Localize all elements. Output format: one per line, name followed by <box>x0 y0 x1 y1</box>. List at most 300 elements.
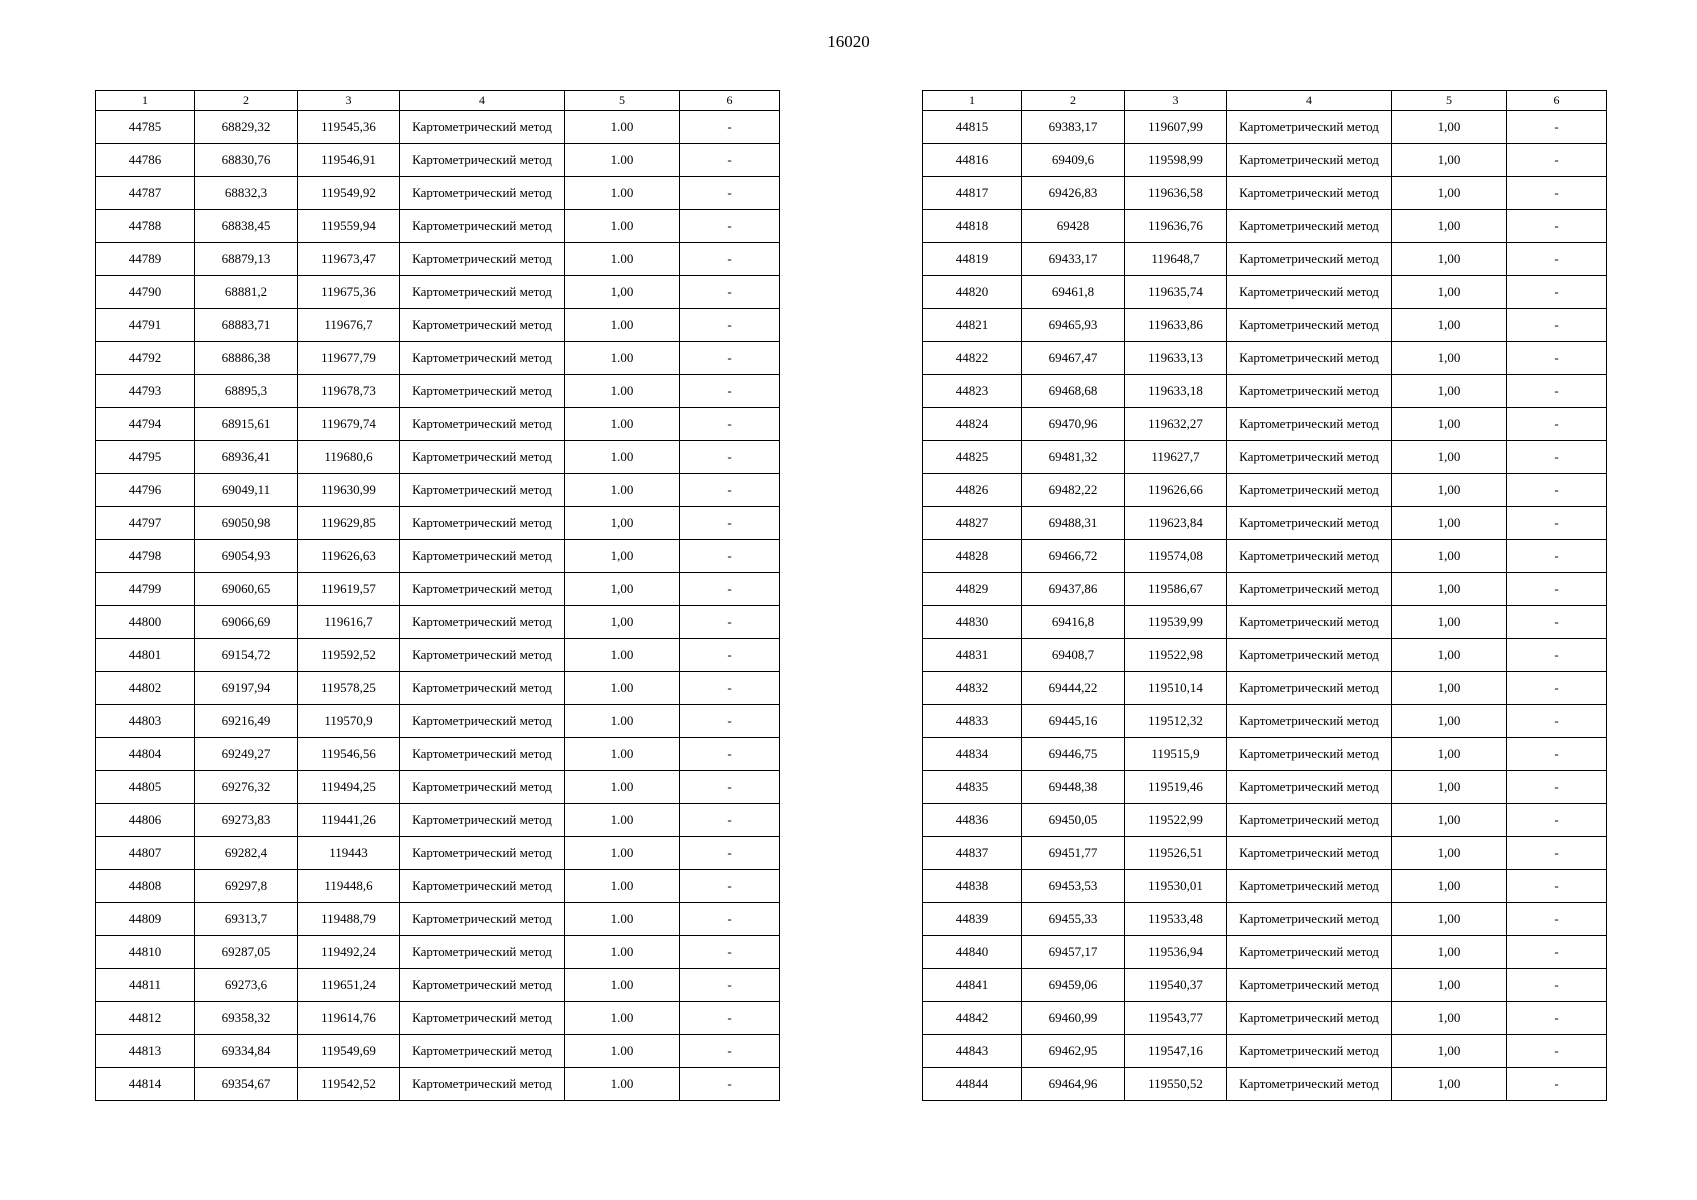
table-cell: 69197,94 <box>195 672 298 705</box>
table-cell: 44788 <box>96 210 195 243</box>
table-cell: 119448,6 <box>298 870 400 903</box>
table-cell: Картометрический метод <box>1227 1068 1392 1101</box>
table-cell: 1.00 <box>565 903 680 936</box>
table-cell: 1,00 <box>1392 441 1507 474</box>
table-cell: 1.00 <box>565 837 680 870</box>
table-row <box>96 771 780 804</box>
table-row <box>923 540 1607 573</box>
table-cell: 68830,76 <box>195 144 298 177</box>
table-cell: Картометрический метод <box>1227 1002 1392 1035</box>
table-cell: Картометрический метод <box>1227 672 1392 705</box>
table-cell: 119636,76 <box>1125 210 1227 243</box>
table-cell: 69049,11 <box>195 474 298 507</box>
table-cell: 44787 <box>96 177 195 210</box>
table-cell: - <box>1507 507 1607 540</box>
table-cell: 69465,93 <box>1022 309 1125 342</box>
table-cell: 119515,9 <box>1125 738 1227 771</box>
table-cell: Картометрический метод <box>1227 309 1392 342</box>
table-cell: 69060,65 <box>195 573 298 606</box>
table-cell: 44820 <box>923 276 1022 309</box>
table-cell: Картометрический метод <box>400 837 565 870</box>
table-cell: Картометрический метод <box>400 672 565 705</box>
table-cell: 69466,72 <box>1022 540 1125 573</box>
table-cell: 44821 <box>923 309 1022 342</box>
table-cell: 119629,85 <box>298 507 400 540</box>
column-header: 6 <box>680 91 780 111</box>
table-cell: 1,00 <box>1392 1068 1507 1101</box>
column-header: 3 <box>1125 91 1227 111</box>
table-cell: - <box>1507 573 1607 606</box>
table-cell: Картометрический метод <box>400 540 565 573</box>
table-cell: 119635,74 <box>1125 276 1227 309</box>
table-cell: 69459,06 <box>1022 969 1125 1002</box>
table-cell: Картометрический метод <box>400 573 565 606</box>
table-cell: 1,00 <box>1392 639 1507 672</box>
table-cell: - <box>680 1002 780 1035</box>
table-cell: 44803 <box>96 705 195 738</box>
table-cell: 44797 <box>96 507 195 540</box>
table-row <box>923 474 1607 507</box>
table-cell: 119627,7 <box>1125 441 1227 474</box>
table-cell: 1,00 <box>565 573 680 606</box>
table-cell: 1.00 <box>565 1068 680 1101</box>
table-cell: - <box>1507 672 1607 705</box>
table-cell: - <box>1507 342 1607 375</box>
table-cell: 119559,94 <box>298 210 400 243</box>
table-row <box>923 1068 1607 1101</box>
table-cell: - <box>680 903 780 936</box>
table-cell: 119633,18 <box>1125 375 1227 408</box>
table-cell: - <box>1507 1068 1607 1101</box>
table-cell: 44795 <box>96 441 195 474</box>
table-cell: 119630,99 <box>298 474 400 507</box>
table-cell: - <box>680 276 780 309</box>
table-cell: 119512,32 <box>1125 705 1227 738</box>
table-cell: Картометрический метод <box>1227 936 1392 969</box>
table-cell: - <box>680 507 780 540</box>
table-cell: 44835 <box>923 771 1022 804</box>
table-cell: 44802 <box>96 672 195 705</box>
table-cell: - <box>680 771 780 804</box>
table-cell: - <box>1507 606 1607 639</box>
table-cell: Картометрический метод <box>1227 111 1392 144</box>
table-cell: - <box>680 606 780 639</box>
table-cell: 1,00 <box>1392 375 1507 408</box>
table-cell: Картометрический метод <box>400 936 565 969</box>
table-cell: 1.00 <box>565 441 680 474</box>
table-cell: 69249,27 <box>195 738 298 771</box>
column-header: 2 <box>1022 91 1125 111</box>
table-row <box>96 672 780 705</box>
table-cell: 69453,53 <box>1022 870 1125 903</box>
table-cell: 119678,73 <box>298 375 400 408</box>
table-row <box>923 309 1607 342</box>
table-cell: 119545,36 <box>298 111 400 144</box>
table-cell: 44785 <box>96 111 195 144</box>
table-cell: 69468,68 <box>1022 375 1125 408</box>
table-cell: Картометрический метод <box>1227 870 1392 903</box>
table-cell: 68895,3 <box>195 375 298 408</box>
table-cell: Картометрический метод <box>400 309 565 342</box>
table-cell: 1.00 <box>565 771 680 804</box>
table-row <box>923 771 1607 804</box>
table-cell: 69216,49 <box>195 705 298 738</box>
table-cell: 44810 <box>96 936 195 969</box>
table-cell: 1,00 <box>1392 342 1507 375</box>
table-row <box>96 540 780 573</box>
table-cell: Картометрический метод <box>400 705 565 738</box>
table-cell: 44814 <box>96 1068 195 1101</box>
table-row <box>96 1035 780 1068</box>
table-cell: 44786 <box>96 144 195 177</box>
table-cell: Картометрический метод <box>1227 474 1392 507</box>
table-cell: - <box>680 441 780 474</box>
table-cell: 119680,6 <box>298 441 400 474</box>
table-cell: - <box>1507 1035 1607 1068</box>
table-cell: 1,00 <box>1392 276 1507 309</box>
table-cell: 1.00 <box>565 309 680 342</box>
table-cell: 69457,17 <box>1022 936 1125 969</box>
table-cell: 119651,24 <box>298 969 400 1002</box>
table-cell: - <box>1507 540 1607 573</box>
table-cell: - <box>1507 936 1607 969</box>
table-header-row <box>96 91 780 111</box>
table-cell: 1.00 <box>565 639 680 672</box>
table-cell: - <box>1507 276 1607 309</box>
table-cell: 1,00 <box>1392 507 1507 540</box>
column-header: 5 <box>1392 91 1507 111</box>
table-cell: - <box>680 309 780 342</box>
table-cell: Картометрический метод <box>400 903 565 936</box>
table-row <box>923 441 1607 474</box>
table-cell: Картометрический метод <box>1227 177 1392 210</box>
table-row <box>923 408 1607 441</box>
table-cell: - <box>680 837 780 870</box>
table-cell: 44793 <box>96 375 195 408</box>
table-cell: 69467,47 <box>1022 342 1125 375</box>
table-cell: - <box>1507 177 1607 210</box>
table-cell: 44819 <box>923 243 1022 276</box>
table-cell: - <box>1507 243 1607 276</box>
table-cell: 44798 <box>96 540 195 573</box>
table-cell: - <box>1507 309 1607 342</box>
table-cell: 1.00 <box>565 1035 680 1068</box>
table-cell: 119623,84 <box>1125 507 1227 540</box>
table-cell: Картометрический метод <box>1227 705 1392 738</box>
table-cell: 44844 <box>923 1068 1022 1101</box>
table-row <box>96 177 780 210</box>
table-cell: 69437,86 <box>1022 573 1125 606</box>
table-cell: 44804 <box>96 738 195 771</box>
table-cell: 119522,99 <box>1125 804 1227 837</box>
table-cell: 119536,94 <box>1125 936 1227 969</box>
table-cell: 68829,32 <box>195 111 298 144</box>
table-cell: 44836 <box>923 804 1022 837</box>
table-cell: 44822 <box>923 342 1022 375</box>
table-cell: 119632,27 <box>1125 408 1227 441</box>
table-cell: 119526,51 <box>1125 837 1227 870</box>
table-cell: - <box>680 1068 780 1101</box>
table-row <box>96 639 780 672</box>
table-cell: - <box>680 738 780 771</box>
table-row <box>96 573 780 606</box>
table-row <box>923 177 1607 210</box>
table-cell: 69444,22 <box>1022 672 1125 705</box>
table-cell: Картометрический метод <box>1227 276 1392 309</box>
table-row <box>923 144 1607 177</box>
table-cell: 119570,9 <box>298 705 400 738</box>
table-cell: 69464,96 <box>1022 1068 1125 1101</box>
table-cell: - <box>1507 210 1607 243</box>
table-cell: 69461,8 <box>1022 276 1125 309</box>
table-cell: 119626,66 <box>1125 474 1227 507</box>
table-cell: 119443 <box>298 837 400 870</box>
table-cell: 69313,7 <box>195 903 298 936</box>
table-cell: 69383,17 <box>1022 111 1125 144</box>
table-cell: 1,00 <box>1392 606 1507 639</box>
table-cell: 119550,52 <box>1125 1068 1227 1101</box>
column-header: 1 <box>923 91 1022 111</box>
table-cell: 1.00 <box>565 474 680 507</box>
table-cell: Картометрический метод <box>1227 903 1392 936</box>
table-cell: 69455,33 <box>1022 903 1125 936</box>
table-cell: 44789 <box>96 243 195 276</box>
table-cell: 1.00 <box>565 111 680 144</box>
table-row <box>96 474 780 507</box>
table-cell: 69488,31 <box>1022 507 1125 540</box>
table-cell: 1,00 <box>565 606 680 639</box>
table-cell: Картометрический метод <box>400 408 565 441</box>
table-cell: 119677,79 <box>298 342 400 375</box>
table-cell: - <box>1507 837 1607 870</box>
table-cell: 1,00 <box>1392 903 1507 936</box>
table-cell: - <box>1507 771 1607 804</box>
table-cell: 68936,41 <box>195 441 298 474</box>
table-cell: 69482,22 <box>1022 474 1125 507</box>
table-cell: 119441,26 <box>298 804 400 837</box>
table-cell: 119542,52 <box>298 1068 400 1101</box>
table-cell: - <box>1507 738 1607 771</box>
table-cell: Картометрический метод <box>1227 969 1392 1002</box>
table-cell: - <box>1507 804 1607 837</box>
table-cell: Картометрический метод <box>400 1035 565 1068</box>
table-cell: Картометрический метод <box>1227 1035 1392 1068</box>
table-cell: 44823 <box>923 375 1022 408</box>
table-cell: 119549,92 <box>298 177 400 210</box>
table-cell: 69409,6 <box>1022 144 1125 177</box>
table-cell: - <box>680 474 780 507</box>
table-cell: - <box>1507 639 1607 672</box>
table-cell: 68832,3 <box>195 177 298 210</box>
table-cell: Картометрический метод <box>1227 771 1392 804</box>
table-cell: 69050,98 <box>195 507 298 540</box>
table-cell: 69287,05 <box>195 936 298 969</box>
table-cell: 69481,32 <box>1022 441 1125 474</box>
table-cell: - <box>680 375 780 408</box>
table-cell: 68838,45 <box>195 210 298 243</box>
table-cell: 1.00 <box>565 969 680 1002</box>
table-cell: 1,00 <box>1392 243 1507 276</box>
table-cell: - <box>1507 705 1607 738</box>
table-cell: 69428 <box>1022 210 1125 243</box>
table-cell: 44800 <box>96 606 195 639</box>
table-cell: 119626,63 <box>298 540 400 573</box>
table-cell: 119619,57 <box>298 573 400 606</box>
table-cell: 119522,98 <box>1125 639 1227 672</box>
table-row <box>923 375 1607 408</box>
table-cell: 68886,38 <box>195 342 298 375</box>
table-cell: - <box>1507 111 1607 144</box>
table-row <box>96 936 780 969</box>
table-row <box>96 1068 780 1101</box>
table-cell: 44812 <box>96 1002 195 1035</box>
table-cell: 69450,05 <box>1022 804 1125 837</box>
table-row <box>923 672 1607 705</box>
table-cell: Картометрический метод <box>1227 408 1392 441</box>
table-cell: 1.00 <box>565 342 680 375</box>
table-cell: 69297,8 <box>195 870 298 903</box>
table-cell: - <box>680 672 780 705</box>
table-cell: - <box>680 540 780 573</box>
table-cell: Картометрический метод <box>1227 441 1392 474</box>
table-cell: 44842 <box>923 1002 1022 1035</box>
table-cell: 69273,83 <box>195 804 298 837</box>
table-row <box>923 573 1607 606</box>
table-row <box>923 210 1607 243</box>
table-cell: 68883,71 <box>195 309 298 342</box>
table-row <box>923 969 1607 1002</box>
table-cell: 44794 <box>96 408 195 441</box>
table-row <box>923 837 1607 870</box>
table-cell: 1.00 <box>565 870 680 903</box>
table-row <box>923 276 1607 309</box>
table-cell: 1,00 <box>565 276 680 309</box>
table-cell: 1,00 <box>1392 804 1507 837</box>
table-cell: 1,00 <box>1392 771 1507 804</box>
table-cell: 69276,32 <box>195 771 298 804</box>
column-header: 4 <box>400 91 565 111</box>
column-header: 1 <box>96 91 195 111</box>
table-cell: - <box>1507 408 1607 441</box>
table-cell: 44839 <box>923 903 1022 936</box>
table-cell: Картометрический метод <box>1227 837 1392 870</box>
table-cell: 44825 <box>923 441 1022 474</box>
table-cell: 68915,61 <box>195 408 298 441</box>
table-cell: 119543,77 <box>1125 1002 1227 1035</box>
table-row <box>923 243 1607 276</box>
table-cell: 1,00 <box>1392 474 1507 507</box>
table-row <box>923 1002 1607 1035</box>
table-cell: 69426,83 <box>1022 177 1125 210</box>
column-header: 3 <box>298 91 400 111</box>
table-row <box>96 342 780 375</box>
table-cell: 1.00 <box>565 375 680 408</box>
table-row <box>923 507 1607 540</box>
table-row <box>923 1035 1607 1068</box>
table-cell: 44796 <box>96 474 195 507</box>
table-cell: Картометрический метод <box>1227 375 1392 408</box>
coordinates-table-right <box>922 90 1607 1101</box>
table-cell: 1,00 <box>1392 1002 1507 1035</box>
table-cell: 44811 <box>96 969 195 1002</box>
table-row <box>923 870 1607 903</box>
table-cell: 1.00 <box>565 672 680 705</box>
table-cell: 44827 <box>923 507 1022 540</box>
table-cell: 44808 <box>96 870 195 903</box>
table-cell: Картометрический метод <box>400 1068 565 1101</box>
table-cell: - <box>1507 1002 1607 1035</box>
table-cell: 44790 <box>96 276 195 309</box>
table-cell: Картометрический метод <box>1227 144 1392 177</box>
table-cell: 69358,32 <box>195 1002 298 1035</box>
table-cell: 44818 <box>923 210 1022 243</box>
table-cell: 69273,6 <box>195 969 298 1002</box>
table-cell: Картометрический метод <box>400 870 565 903</box>
table-cell: 44830 <box>923 606 1022 639</box>
column-header: 2 <box>195 91 298 111</box>
table-cell: 1.00 <box>565 1002 680 1035</box>
table-cell: Картометрический метод <box>400 738 565 771</box>
table-cell: 69416,8 <box>1022 606 1125 639</box>
table-row <box>96 837 780 870</box>
table-cell: Картометрический метод <box>400 276 565 309</box>
table-cell: 1,00 <box>1392 408 1507 441</box>
table-cell: 119546,56 <box>298 738 400 771</box>
table-cell: 44826 <box>923 474 1022 507</box>
table-cell: Картометрический метод <box>1227 243 1392 276</box>
table-cell: Картометрический метод <box>400 210 565 243</box>
table-cell: - <box>680 177 780 210</box>
table-row <box>96 441 780 474</box>
table-cell: - <box>680 210 780 243</box>
table-row <box>96 309 780 342</box>
table-cell: Картометрический метод <box>400 771 565 804</box>
page-number: 16020 <box>827 32 870 51</box>
table-cell: - <box>680 969 780 1002</box>
table-cell: 69445,16 <box>1022 705 1125 738</box>
table-cell: Картометрический метод <box>400 639 565 672</box>
table-cell: 119546,91 <box>298 144 400 177</box>
table-cell: 1.00 <box>565 738 680 771</box>
table-cell: - <box>680 111 780 144</box>
table-row <box>923 804 1607 837</box>
column-header: 4 <box>1227 91 1392 111</box>
table-cell: - <box>680 408 780 441</box>
table-cell: 119494,25 <box>298 771 400 804</box>
table-cell: Картометрический метод <box>400 111 565 144</box>
table-cell: 119673,47 <box>298 243 400 276</box>
table-cell: Картометрический метод <box>400 474 565 507</box>
table-cell: 1,00 <box>1392 177 1507 210</box>
table-row <box>96 210 780 243</box>
table-row <box>923 342 1607 375</box>
table-cell: 119648,7 <box>1125 243 1227 276</box>
table-cell: 69460,99 <box>1022 1002 1125 1035</box>
table-cell: 119574,08 <box>1125 540 1227 573</box>
table-cell: 1.00 <box>565 705 680 738</box>
table-cell: 1,00 <box>1392 705 1507 738</box>
table-cell: - <box>680 804 780 837</box>
table-cell: Картометрический метод <box>400 1002 565 1035</box>
table-row <box>96 804 780 837</box>
table-cell: 119533,48 <box>1125 903 1227 936</box>
table-cell: - <box>680 936 780 969</box>
table-cell: Картометрический метод <box>400 243 565 276</box>
table-cell: 69054,93 <box>195 540 298 573</box>
table-cell: Картометрический метод <box>1227 507 1392 540</box>
table-cell: 69446,75 <box>1022 738 1125 771</box>
table-cell: Картометрический метод <box>1227 606 1392 639</box>
